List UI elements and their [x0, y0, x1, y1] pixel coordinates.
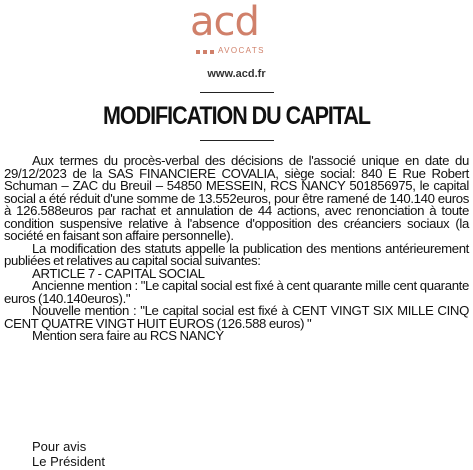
- old-mention: Ancienne mention : "Le capital social est fixé à cent quarante mille cent quarante euros (140.140euros).": [4, 278, 469, 306]
- new-mention: Nouvelle mention : "Le capital social est fixé à CENT VINGT SIX MILLE CINQ CENT QUATRE VINGT HUIT EUROS (126.588 euros) ": [4, 303, 469, 331]
- logo-dots: [196, 50, 214, 54]
- signoff: [32, 439, 105, 469]
- rcs-mention: Mention sera faire au RCS NANCY: [32, 328, 224, 343]
- logo-dot: [203, 50, 207, 54]
- logo-dot: [210, 50, 214, 54]
- divider-bottom: [200, 140, 274, 141]
- announcement-body: [4, 155, 469, 343]
- divider-top: [200, 92, 274, 93]
- acd-avocats-logo: [190, 0, 290, 58]
- website-url: www.acd.fr: [207, 68, 266, 80]
- article-heading: ARTICLE 7 - CAPITAL SOCIAL: [32, 265, 205, 281]
- paragraph-decision: Aux termes du procès-verbal des décisions de l'associé unique en date du 29/12/2023 de la SAS FINANCIERE COVALIA, siège social: 840 E Rue Robert Schuman – ZAC du Breuil – 54850 MESSEIN, RCS NANCY 501856975, le capital social a été réduit d'une somme de 13.552euros, pour être ramené de 140.140 euros à 126.588euros par rachat et annulation de 44 actions, avec renonciation à toute condition suspensive relative à l'absence d'opposition des créanciers sociaux (la société en faisant son affaire personnelle).: [4, 153, 469, 243]
- signoff-line-2: Le Président: [32, 454, 105, 469]
- signoff-line-1: Pour avis: [32, 439, 87, 454]
- logo-dot: [196, 50, 200, 54]
- page-title: MODIFICATION DU CAPITAL: [103, 102, 370, 130]
- logo-subtitle: AVOCATS: [218, 46, 265, 55]
- logo-wordmark: acd: [190, 0, 259, 45]
- paragraph-publication: La modification des statuts appelle la publication des mentions antérieurement publiées et relatives au capital social suivantes:: [4, 240, 469, 268]
